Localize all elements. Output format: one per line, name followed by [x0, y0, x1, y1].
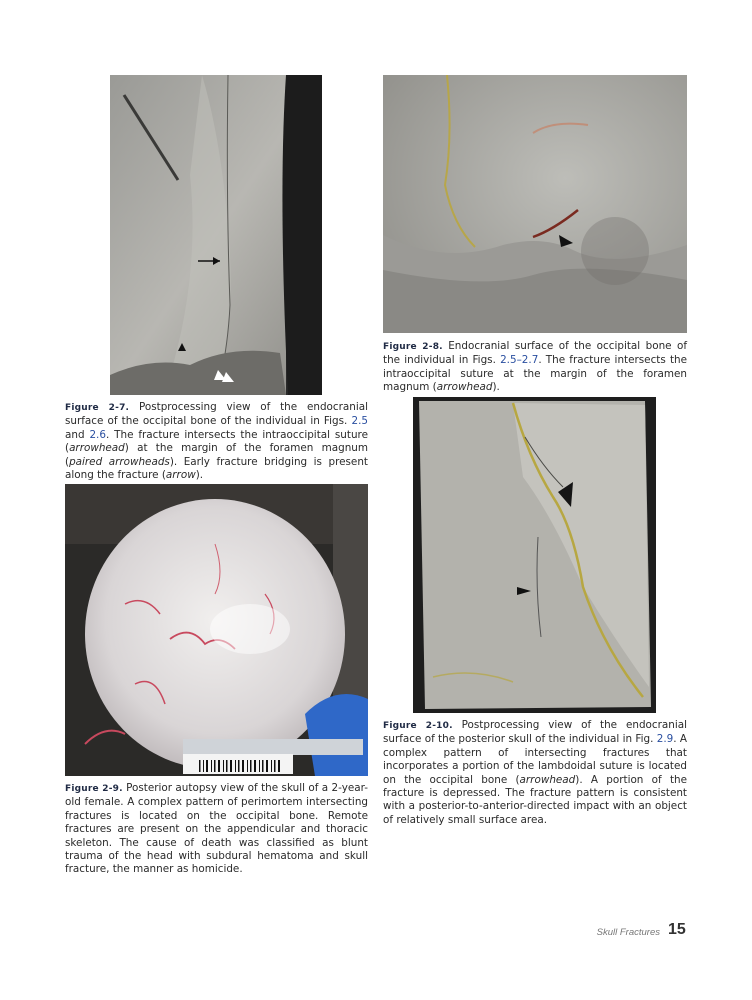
figure-2-10-caption: Figure 2-10. Postprocessing view of the endocranial surface of the posterior skull of the individual in Fig. 2.9. A complex pattern of intersecting fractures that incorporates a portion of the lambdoidal suture is located on the occipital bone (arrowhead). A portion of the fracture is depressed. The fracture pattern is consistent with a posterior-to-anterior-directed impact with an object of relatively small surface area.: [383, 719, 688, 826]
figure-reference-link[interactable]: 2.6: [89, 428, 106, 441]
figure-2-8-caption: Figure 2-8. Endocranial surface of the occipital bone of the individual in Figs. 2.5–2.7. The fracture intersects the intraoccipital suture at the margin of the foramen magnum (arrowhead).: [383, 340, 688, 394]
figure-2-7-photo: [110, 75, 322, 395]
page-number: 15: [668, 921, 686, 938]
figure-reference-link[interactable]: 2.9: [656, 733, 674, 746]
figure-2-10-photo: [413, 397, 656, 713]
figure-2-7-caption: Figure 2-7. Postprocessing view of the endocranial surface of the occipital bone of the individual in Figs. 2.5 and 2.6. The fracture intersects the intraoccipital suture (arrowhead) at the margin of the foramen magnum (paired arrowheads). Early fracture bridging is present along the fracture (arrow).: [65, 401, 368, 482]
figure-2-9-caption: Figure 2-9. Posterior autopsy view of the skull of a 2-year-old female. A complex pattern of perimortem intersecting fractures is located on the occipital bone. Remote fractures are present on the appendicular and thoracic skeleton. The cause of death was classified as blunt trauma of the head with subdural hematoma and skull fracture, the manner as homicide.: [65, 782, 368, 876]
figure-label: Figure 2-10.: [383, 721, 453, 731]
figure-reference-link[interactable]: 2.5–2.7: [500, 354, 539, 367]
figure-label: Figure 2-8.: [383, 342, 443, 352]
figure-reference-link[interactable]: 2.5: [351, 415, 368, 428]
figure-2-9-photo: [65, 484, 368, 776]
figure-label: Figure 2-7.: [65, 403, 130, 413]
running-title: Skull Fractures: [596, 927, 660, 938]
figure-label: Figure 2-9.: [65, 784, 123, 794]
figure-2-8-photo: [383, 75, 687, 333]
